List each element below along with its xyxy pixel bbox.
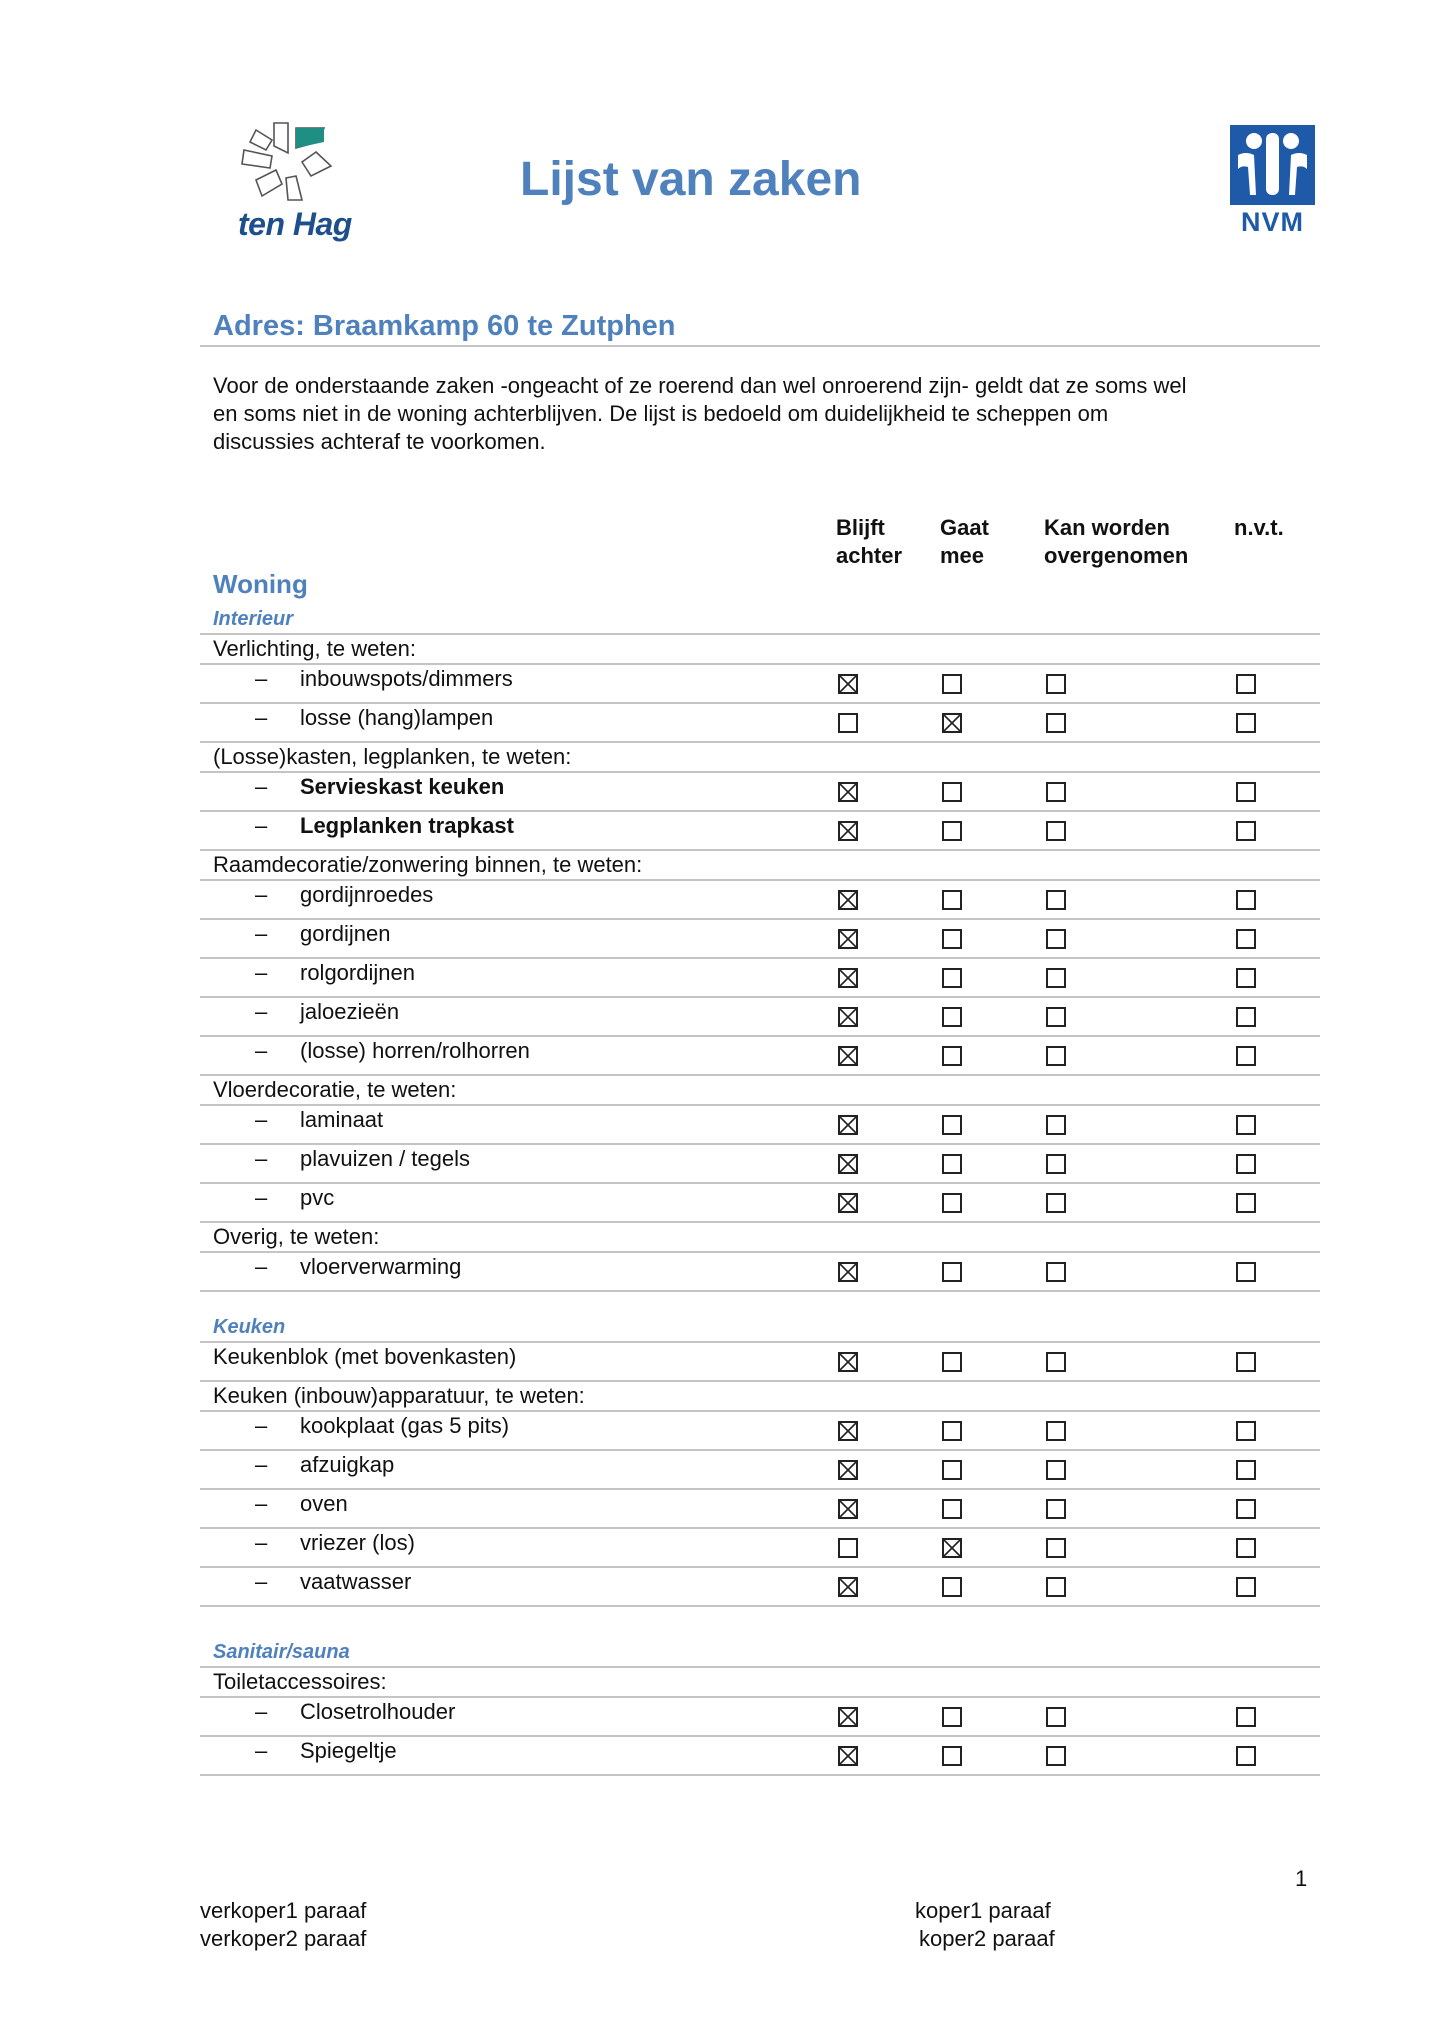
checkmark-x-icon: [838, 1193, 858, 1213]
bullet-dash: –: [255, 1413, 268, 1438]
checkbox-blijft-achter-checked[interactable]: [838, 1499, 858, 1519]
buyer1-initials: koper1 paraaf: [915, 1898, 1051, 1923]
checkbox-blijft-achter-checked[interactable]: [838, 1046, 858, 1066]
list-item: [0, 774, 1440, 804]
category-label: Vloerdecoratie, te weten:: [213, 1077, 457, 1102]
item-label: vaatwasser: [300, 1569, 412, 1594]
row-divider: [200, 849, 1320, 851]
bullet-dash: –: [255, 1491, 268, 1516]
intro-line: Voor de onderstaande zaken -ongeacht of ze roerend dan wel onroerend zijn- geldt dat ze soms wel: [213, 373, 1187, 398]
bullet-dash: –: [255, 921, 268, 946]
list-item: [0, 1107, 1440, 1137]
list-item: [0, 1038, 1440, 1068]
checkmark-x-icon: [838, 782, 858, 802]
checkmark-x-icon: [838, 968, 858, 988]
checkbox-gaat-mee[interactable]: [942, 1262, 962, 1282]
list-item: [0, 1413, 1440, 1443]
checkbox-kan-worden-overgenomen[interactable]: [1046, 1577, 1066, 1597]
item-label: vloerverwarming: [300, 1254, 462, 1279]
checkbox-gaat-mee[interactable]: [942, 1707, 962, 1727]
checkbox-gaat-mee[interactable]: [942, 1746, 962, 1766]
checkbox-blijft-achter-checked[interactable]: [838, 968, 858, 988]
intro-paragraph: [213, 372, 1313, 456]
checkmark-x-icon: [838, 821, 858, 841]
row-divider: [200, 810, 1320, 812]
row-divider: [200, 663, 1320, 665]
row-divider: [200, 1104, 1320, 1106]
checkbox-kan-worden-overgenomen[interactable]: [1046, 1046, 1066, 1066]
checkbox-kan-worden-overgenomen[interactable]: [1046, 1007, 1066, 1027]
row-divider: [200, 1380, 1320, 1382]
checkbox-kan-worden-overgenomen[interactable]: [1046, 1746, 1066, 1766]
seller2-initials: verkoper2 paraaf: [200, 1926, 367, 1951]
list-item: [0, 666, 1440, 696]
list-item: [0, 882, 1440, 912]
checkbox-nvt[interactable]: [1236, 674, 1256, 694]
row-divider: [200, 1488, 1320, 1490]
checkbox-kan-worden-overgenomen[interactable]: [1046, 1193, 1066, 1213]
checkbox-kan-worden-overgenomen[interactable]: [1046, 782, 1066, 802]
checkmark-x-icon: [838, 1499, 858, 1519]
checkbox-gaat-mee-checked[interactable]: [942, 713, 962, 733]
item-label: Servieskast keuken: [300, 774, 505, 799]
bullet-dash: –: [255, 705, 268, 730]
checkbox-blijft-achter[interactable]: [838, 1538, 858, 1558]
column-header-blijft-achter: Blijft achter: [836, 515, 903, 568]
checkbox-blijft-achter[interactable]: [838, 713, 858, 733]
checkbox-blijft-achter-checked[interactable]: [838, 929, 858, 949]
checkbox-blijft-achter-checked[interactable]: [838, 782, 858, 802]
checkbox-blijft-achter-checked[interactable]: [838, 1007, 858, 1027]
checkbox-gaat-mee[interactable]: [942, 929, 962, 949]
checkmark-x-icon: [838, 1421, 858, 1441]
checkbox-kan-worden-overgenomen[interactable]: [1046, 929, 1066, 949]
checkbox-blijft-achter-checked[interactable]: [838, 1577, 858, 1597]
column-header-kan-worden-overgenomen: Kan worden overgenomen: [1044, 515, 1189, 568]
list-item: [0, 1344, 1440, 1374]
checkbox-nvt[interactable]: [1236, 1707, 1256, 1727]
row-divider: [200, 957, 1320, 959]
category-label: Raamdecoratie/zonwering binnen, te weten:: [213, 852, 643, 877]
checkmark-x-icon: [838, 1115, 858, 1135]
checkbox-blijft-achter-checked[interactable]: [838, 821, 858, 841]
row-divider: [200, 1566, 1320, 1568]
row-divider: [200, 1341, 1320, 1343]
intro-line: discussies achteraf te voorkomen.: [213, 429, 546, 454]
checkmark-x-icon: [942, 1538, 962, 1558]
item-label: (losse) horren/rolhorren: [300, 1038, 530, 1063]
row-divider: [200, 702, 1320, 704]
bullet-dash: –: [255, 1452, 268, 1477]
checkbox-nvt[interactable]: [1236, 782, 1256, 802]
checkbox-kan-worden-overgenomen[interactable]: [1046, 968, 1066, 988]
checkmark-x-icon: [838, 674, 858, 694]
checkbox-kan-worden-overgenomen[interactable]: [1046, 1154, 1066, 1174]
bullet-dash: –: [255, 960, 268, 985]
item-label: Closetrolhouder: [300, 1699, 456, 1724]
checkbox-gaat-mee[interactable]: [942, 1046, 962, 1066]
row-divider: [200, 1290, 1320, 1292]
column-header-nvt: n.v.t.: [1234, 515, 1284, 540]
checkmark-x-icon: [838, 890, 858, 910]
checkmark-x-icon: [838, 1577, 858, 1597]
checkbox-nvt[interactable]: [1236, 1046, 1256, 1066]
nvm-brand-text: NVM: [1241, 207, 1304, 237]
checkbox-gaat-mee-checked[interactable]: [942, 1538, 962, 1558]
list-item: [0, 999, 1440, 1029]
list-item: [0, 705, 1440, 735]
category-label: Verlichting, te weten:: [213, 636, 417, 661]
list-item: [0, 1738, 1440, 1768]
checkbox-kan-worden-overgenomen[interactable]: [1046, 1707, 1066, 1727]
checkbox-kan-worden-overgenomen[interactable]: [1046, 1352, 1066, 1372]
checkbox-gaat-mee[interactable]: [942, 821, 962, 841]
footer-buyer-initials: [915, 1897, 1055, 1953]
list-item: [0, 1254, 1440, 1284]
item-label: pvc: [300, 1185, 335, 1210]
checkbox-nvt[interactable]: [1236, 1115, 1256, 1135]
checkbox-blijft-achter-checked[interactable]: [838, 890, 858, 910]
checkmark-x-icon: [838, 1352, 858, 1372]
checkbox-gaat-mee[interactable]: [942, 1421, 962, 1441]
row-divider: [200, 1182, 1320, 1184]
item-label: vriezer (los): [300, 1530, 415, 1555]
checkbox-kan-worden-overgenomen[interactable]: [1046, 1460, 1066, 1480]
checkbox-nvt[interactable]: [1236, 1421, 1256, 1441]
checkbox-nvt[interactable]: [1236, 821, 1256, 841]
checkbox-gaat-mee[interactable]: [942, 1154, 962, 1174]
item-label: losse (hang)lampen: [300, 705, 494, 730]
checkbox-nvt[interactable]: [1236, 1007, 1256, 1027]
item-label: oven: [300, 1491, 348, 1516]
bullet-dash: –: [255, 882, 268, 907]
category-label: Toiletaccessoires:: [213, 1669, 387, 1694]
ten-hag-logo: [236, 118, 386, 248]
checkbox-nvt[interactable]: [1236, 1499, 1256, 1519]
list-item: [0, 1146, 1440, 1176]
checkbox-gaat-mee[interactable]: [942, 1499, 962, 1519]
checkbox-gaat-mee[interactable]: [942, 1352, 962, 1372]
row-divider: [200, 1696, 1320, 1698]
checkbox-kan-worden-overgenomen[interactable]: [1046, 674, 1066, 694]
list-item: [0, 921, 1440, 951]
list-item: [0, 1185, 1440, 1215]
row-divider: [200, 1143, 1320, 1145]
row-divider: [200, 1251, 1320, 1253]
checkbox-kan-worden-overgenomen[interactable]: [1046, 1538, 1066, 1558]
checkbox-kan-worden-overgenomen[interactable]: [1046, 1499, 1066, 1519]
item-label: plavuizen / tegels: [300, 1146, 470, 1171]
checkbox-kan-worden-overgenomen[interactable]: [1046, 1421, 1066, 1441]
checkbox-nvt[interactable]: [1236, 1154, 1256, 1174]
intro-line: en soms niet in de woning achterblijven. De lijst is bedoeld om duidelijkheid te scheppen om: [213, 401, 1109, 426]
seller1-initials: verkoper1 paraaf: [200, 1898, 367, 1923]
subsection-heading: Interieur: [213, 608, 294, 630]
property-address: Adres: Braamkamp 60 te Zutphen: [213, 310, 676, 342]
checkbox-nvt[interactable]: [1236, 1577, 1256, 1597]
bullet-dash: –: [255, 1569, 268, 1594]
row-divider: [200, 918, 1320, 920]
list-item: [0, 813, 1440, 843]
category-label: (Losse)kasten, legplanken, te weten:: [213, 744, 572, 769]
bullet-dash: –: [255, 1107, 268, 1132]
item-label: jaloezieën: [300, 999, 400, 1024]
list-item: [0, 1530, 1440, 1560]
checkbox-kan-worden-overgenomen[interactable]: [1046, 1262, 1066, 1282]
checkbox-blijft-achter-checked[interactable]: [838, 1460, 858, 1480]
row-divider: [200, 879, 1320, 881]
checkbox-blijft-achter-checked[interactable]: [838, 1262, 858, 1282]
pinwheel-icon: [236, 118, 346, 208]
item-label: kookplaat (gas 5 pits): [300, 1413, 510, 1438]
divider: [200, 345, 1320, 347]
checkbox-gaat-mee[interactable]: [942, 782, 962, 802]
checkbox-blijft-achter-checked[interactable]: [838, 1193, 858, 1213]
item-label: inbouwspots/dimmers: [300, 666, 513, 691]
checkbox-gaat-mee[interactable]: [942, 968, 962, 988]
bullet-dash: –: [255, 1185, 268, 1210]
bullet-dash: –: [255, 1738, 268, 1763]
checkbox-kan-worden-overgenomen[interactable]: [1046, 713, 1066, 733]
checkmark-x-icon: [838, 1007, 858, 1027]
checkbox-nvt[interactable]: [1236, 1193, 1256, 1213]
category-label: Keuken (inbouw)apparatuur, te weten:: [213, 1383, 585, 1408]
row-divider: [200, 996, 1320, 998]
checkmark-x-icon: [838, 1046, 858, 1066]
bullet-dash: –: [255, 1146, 268, 1171]
buyer2-initials: koper2 paraaf: [919, 1926, 1055, 1951]
checkbox-blijft-achter-checked[interactable]: [838, 1707, 858, 1727]
bullet-dash: –: [255, 1530, 268, 1555]
checkmark-x-icon: [838, 929, 858, 949]
checkbox-nvt[interactable]: [1236, 929, 1256, 949]
item-label: Legplanken trapkast: [300, 813, 514, 838]
row-divider: [200, 1735, 1320, 1737]
list-item: [0, 1452, 1440, 1482]
bullet-dash: –: [255, 999, 268, 1024]
checkbox-kan-worden-overgenomen[interactable]: [1046, 1115, 1066, 1135]
page-number: 1: [1295, 1866, 1308, 1891]
checkbox-blijft-achter-checked[interactable]: [838, 1421, 858, 1441]
nvm-logo: [1230, 125, 1315, 240]
checkmark-x-icon: [838, 1154, 858, 1174]
checkbox-nvt[interactable]: [1236, 1746, 1256, 1766]
bullet-dash: –: [255, 1038, 268, 1063]
checkbox-nvt[interactable]: [1236, 713, 1256, 733]
list-item: [0, 960, 1440, 990]
item-label: gordijnroedes: [300, 882, 434, 907]
checkbox-nvt[interactable]: [1236, 1262, 1256, 1282]
checkbox-blijft-achter-checked[interactable]: [838, 1115, 858, 1135]
bullet-dash: –: [255, 813, 268, 838]
checkbox-nvt[interactable]: [1236, 1538, 1256, 1558]
row-divider: [200, 1449, 1320, 1451]
row-divider: [200, 1605, 1320, 1607]
nvm-figures-icon: [1230, 125, 1315, 205]
bullet-dash: –: [255, 1254, 268, 1279]
column-header-gaat-mee: Gaat mee: [940, 515, 989, 568]
list-item: [0, 1699, 1440, 1729]
checkbox-blijft-achter-checked[interactable]: [838, 1746, 858, 1766]
item-label: Spiegeltje: [300, 1738, 397, 1763]
checkbox-nvt[interactable]: [1236, 1460, 1256, 1480]
checkbox-gaat-mee[interactable]: [942, 1193, 962, 1213]
checkmark-x-icon: [838, 1460, 858, 1480]
row-divider: [200, 633, 1320, 635]
list-item: [0, 1491, 1440, 1521]
row-divider: [200, 1221, 1320, 1223]
checkmark-x-icon: [838, 1707, 858, 1727]
checkbox-kan-worden-overgenomen[interactable]: [1046, 890, 1066, 910]
row-divider: [200, 1410, 1320, 1412]
checkbox-blijft-achter-checked[interactable]: [838, 1154, 858, 1174]
row-divider: [200, 1074, 1320, 1076]
category-label: Overig, te weten:: [213, 1224, 380, 1249]
checkbox-nvt[interactable]: [1236, 1352, 1256, 1372]
item-label: afzuigkap: [300, 1452, 395, 1477]
row-divider: [200, 1774, 1320, 1776]
bullet-dash: –: [255, 666, 268, 691]
section-heading-woning: Woning: [213, 569, 308, 599]
row-divider: [200, 1035, 1320, 1037]
checkbox-gaat-mee[interactable]: [942, 1007, 962, 1027]
row-divider: [200, 1527, 1320, 1529]
checkmark-x-icon: [942, 713, 962, 733]
checkbox-blijft-achter-checked[interactable]: [838, 1352, 858, 1372]
checkbox-gaat-mee[interactable]: [942, 1460, 962, 1480]
row-divider: [200, 771, 1320, 773]
document-title: Lijst van zaken: [520, 153, 862, 206]
checkbox-blijft-achter-checked[interactable]: [838, 674, 858, 694]
checkbox-nvt[interactable]: [1236, 968, 1256, 988]
footer-seller-initials: [200, 1897, 366, 1953]
ten-hag-brand-text: ten Hag: [238, 206, 352, 242]
checkbox-kan-worden-overgenomen[interactable]: [1046, 821, 1066, 841]
subsection-heading: Keuken: [213, 1316, 286, 1338]
bullet-dash: –: [255, 774, 268, 799]
item-label: Keukenblok (met bovenkasten): [213, 1344, 517, 1369]
checkbox-gaat-mee[interactable]: [942, 1115, 962, 1135]
checkbox-gaat-mee[interactable]: [942, 1577, 962, 1597]
checkmark-x-icon: [838, 1262, 858, 1282]
checkbox-nvt[interactable]: [1236, 890, 1256, 910]
checkbox-gaat-mee[interactable]: [942, 890, 962, 910]
row-divider: [200, 741, 1320, 743]
item-label: rolgordijnen: [300, 960, 415, 985]
list-item: [0, 1569, 1440, 1599]
checkmark-x-icon: [838, 1746, 858, 1766]
subsection-heading: Sanitair/sauna: [213, 1641, 350, 1663]
item-label: gordijnen: [300, 921, 391, 946]
row-divider: [200, 1666, 1320, 1668]
checkbox-gaat-mee[interactable]: [942, 674, 962, 694]
item-label: laminaat: [300, 1107, 384, 1132]
bullet-dash: –: [255, 1699, 268, 1724]
